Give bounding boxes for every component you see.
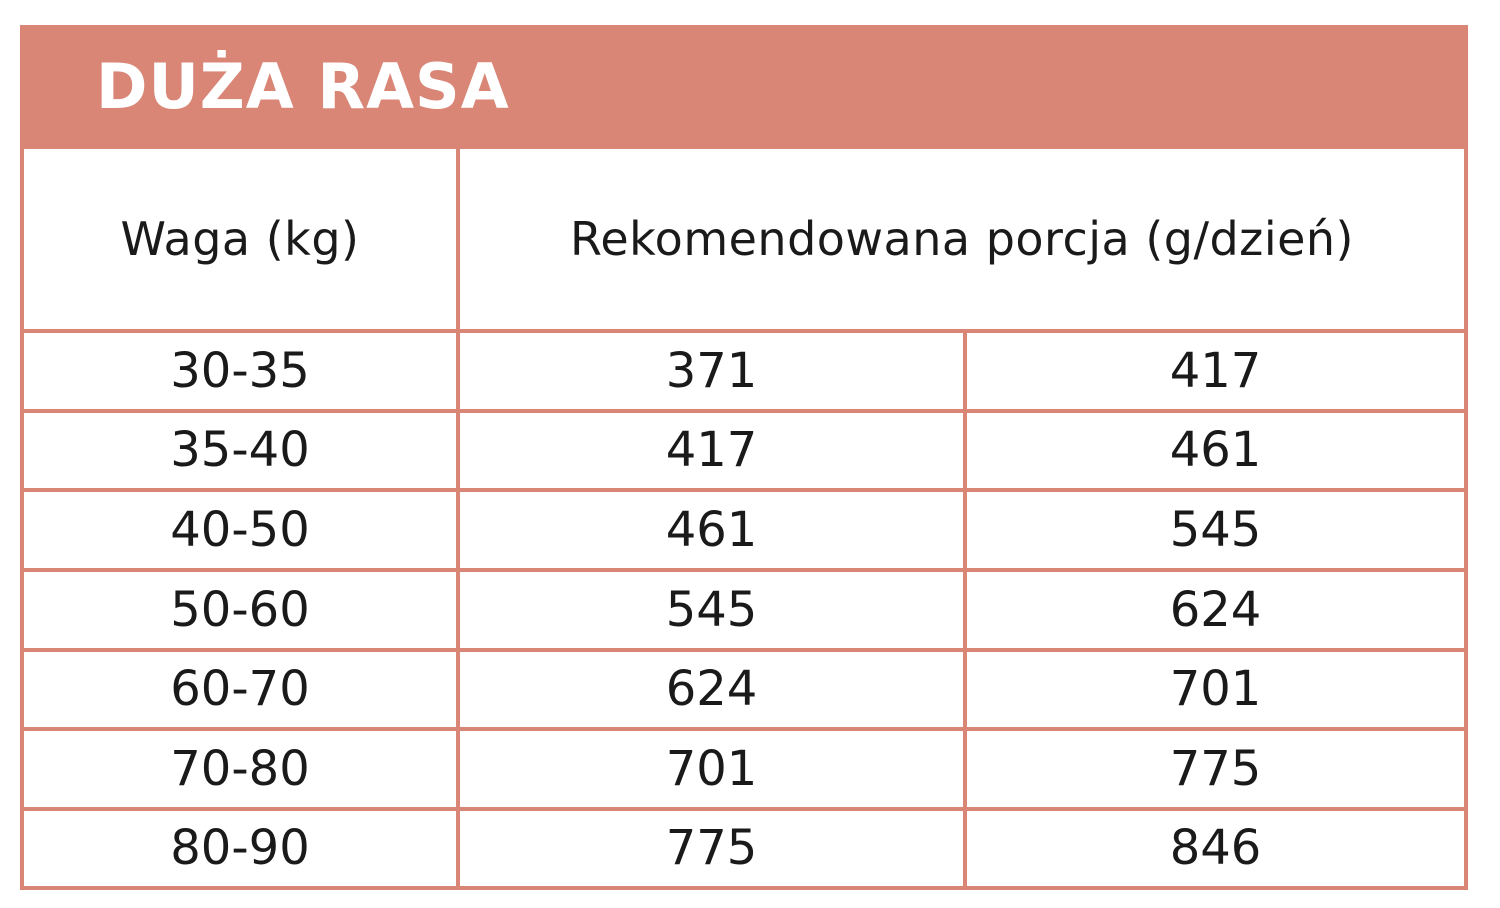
portion-min-cell: 545 — [458, 570, 965, 650]
weight-cell: 60-70 — [24, 650, 458, 730]
portion-min-cell: 371 — [458, 331, 965, 411]
portion-max-cell: 417 — [965, 331, 1464, 411]
portion-max-cell: 701 — [965, 650, 1464, 730]
portion-min-cell: 624 — [458, 650, 965, 730]
portion-min-cell: 701 — [458, 729, 965, 809]
table-row — [24, 331, 1464, 411]
portion-max-cell: 461 — [965, 411, 1464, 491]
weight-cell: 30-35 — [24, 331, 458, 411]
table-row — [24, 570, 1464, 650]
portion-min-cell: 461 — [458, 490, 965, 570]
table-row — [24, 490, 1464, 570]
table-row — [24, 650, 1464, 730]
feeding-table-card — [20, 25, 1468, 890]
table-row — [24, 411, 1464, 491]
portion-min-cell: 417 — [458, 411, 965, 491]
weight-cell: 40-50 — [24, 490, 458, 570]
portion-min-cell: 775 — [458, 809, 965, 886]
portion-max-cell: 846 — [965, 809, 1464, 886]
portion-column-header: Rekomendowana porcja (g/dzień) — [458, 149, 1464, 331]
weight-cell: 70-80 — [24, 729, 458, 809]
table-header-row — [24, 149, 1464, 331]
table-row — [24, 809, 1464, 886]
portion-max-cell: 545 — [965, 490, 1464, 570]
portion-max-cell: 624 — [965, 570, 1464, 650]
header-banner — [24, 29, 1464, 149]
banner-title: DUŻA RASA — [96, 50, 510, 123]
portion-max-cell: 775 — [965, 729, 1464, 809]
weight-cell: 50-60 — [24, 570, 458, 650]
weight-cell: 80-90 — [24, 809, 458, 886]
portion-table — [24, 149, 1464, 886]
table-row — [24, 729, 1464, 809]
weight-column-header: Waga (kg) — [24, 149, 458, 331]
weight-cell: 35-40 — [24, 411, 458, 491]
